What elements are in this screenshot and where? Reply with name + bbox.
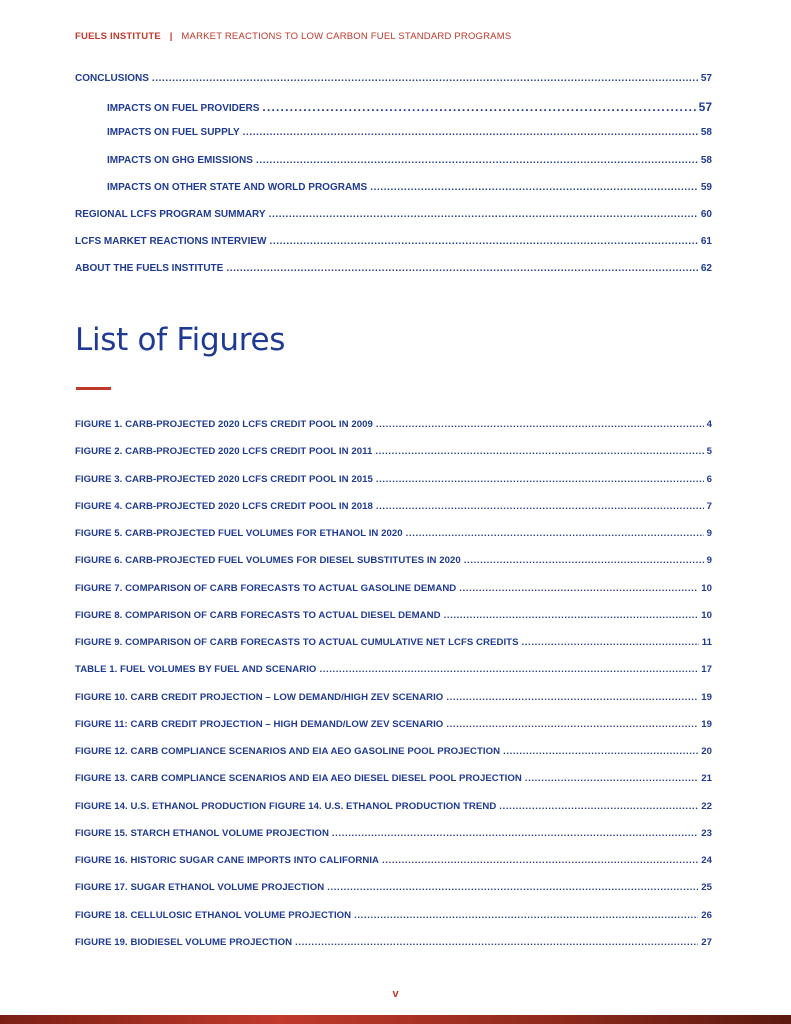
dot-leader: [459, 583, 698, 594]
dot-leader: [319, 664, 698, 675]
dot-leader: [464, 555, 704, 566]
dot-leader: [256, 155, 698, 166]
toc-entry[interactable]: [75, 209, 712, 236]
dot-leader: [446, 692, 698, 703]
entry-label: FIGURE 13. CARB COMPLIANCE SCENARIOS AND EIA AEO DIESEL DIESEL POOL PROJECTION: [75, 773, 522, 785]
entry-label: FIGURE 18. CELLULOSIC ETHANOL VOLUME PROJECTION: [75, 909, 352, 921]
entry-label: FIGURE 9. COMPARISON OF CARB FORECASTS TO ACTUAL CUMULATIVE NET LCFS CREDITS: [75, 637, 519, 648]
dot-leader: [327, 882, 698, 893]
entry-page-number: 20: [701, 746, 712, 757]
entry-page-number: 19: [701, 691, 712, 703]
header-brand: FUELS INSTITUTE: [75, 31, 161, 42]
figure-entry[interactable]: [75, 910, 712, 937]
toc-entry[interactable]: [75, 182, 712, 209]
entry-page-number: 9: [706, 555, 712, 567]
entry-label: FIGURE 8. COMPARISON OF CARB FORECASTS TO ACTUAL DIESEL DEMAND: [75, 609, 441, 621]
header-separator: |: [169, 31, 173, 42]
entry-label: FIGURE 2. CARB-PROJECTED 2020 LCFS CREDIT POOL IN 2011: [75, 446, 373, 458]
entry-page-number: 62: [700, 263, 712, 275]
header-subtitle: MARKET REACTIONS TO LOW CARBON FUEL STANDARD PROGRAMS: [181, 31, 512, 42]
entry-label: FIGURE 5. CARB-PROJECTED FUEL VOLUMES FOR ETHANOL IN 2020: [75, 528, 403, 539]
entry-page-number: 4: [706, 419, 712, 430]
entry-page-number: 5: [706, 446, 712, 458]
entry-label: FIGURE 10. CARB CREDIT PROJECTION – LOW DEMAND/HIGH ZEV SCENARIO: [75, 691, 444, 703]
dot-leader: [503, 746, 698, 757]
entry-page-number: 10: [701, 582, 712, 594]
dot-leader: [444, 610, 699, 621]
dot-leader: [332, 828, 698, 839]
list-of-figures-title: List of Figures: [75, 322, 286, 358]
entry-label: TABLE 1. FUEL VOLUMES BY FUEL AND SCENARIO: [75, 664, 317, 676]
entry-label: FIGURE 14. U.S. ETHANOL PRODUCTION FIGURE 14. U.S. ETHANOL PRODUCTION TREND: [75, 800, 497, 812]
figure-entry[interactable]: [75, 692, 712, 719]
title-underline-rule: [76, 387, 111, 390]
dot-leader: [525, 773, 698, 784]
dot-leader: [370, 182, 698, 193]
entry-label: CONCLUSIONS: [75, 73, 149, 84]
figure-entry[interactable]: [75, 610, 712, 637]
entry-label: FIGURE 1. CARB-PROJECTED 2020 LCFS CREDIT POOL IN 2009: [75, 419, 373, 430]
dot-leader: [382, 855, 698, 866]
figure-entry[interactable]: [75, 446, 712, 473]
figure-entry[interactable]: [75, 637, 712, 664]
figure-entry[interactable]: [75, 528, 712, 555]
toc-entry[interactable]: [75, 263, 712, 290]
entry-label: FIGURE 3. CARB-PROJECTED 2020 LCFS CREDIT POOL IN 2015: [75, 473, 373, 485]
dot-leader: [446, 719, 698, 730]
entry-label: FIGURE 19. BIODIESEL VOLUME PROJECTION: [75, 936, 293, 948]
dot-leader: [376, 419, 704, 430]
figure-entry[interactable]: [75, 828, 712, 855]
footer-color-bar: [0, 1015, 791, 1024]
dot-leader: [243, 127, 698, 138]
dot-leader: [295, 937, 698, 948]
toc-entry[interactable]: [75, 73, 712, 100]
entry-page-number: 11: [701, 637, 712, 648]
figure-entry[interactable]: [75, 583, 712, 610]
dot-leader: [152, 73, 698, 84]
figure-entry[interactable]: [75, 773, 712, 800]
entry-page-number: 19: [701, 718, 712, 730]
entry-page-number: 26: [701, 909, 712, 921]
entry-label: FIGURE 12. CARB COMPLIANCE SCENARIOS AND EIA AEO GASOLINE POOL PROJECTION: [75, 746, 501, 757]
dot-leader: [262, 100, 695, 114]
dot-leader: [522, 637, 699, 648]
figure-entry[interactable]: [75, 664, 712, 691]
entry-page-number: 57: [700, 73, 712, 84]
entry-page-number: 58: [700, 127, 712, 139]
entry-page-number: 25: [701, 882, 712, 894]
dot-leader: [354, 910, 698, 921]
figure-entry[interactable]: [75, 555, 712, 582]
entry-page-number: 57: [698, 100, 712, 115]
entry-page-number: 22: [701, 800, 712, 812]
entry-label: REGIONAL LCFS PROGRAM SUMMARY: [75, 208, 266, 220]
dot-leader: [406, 528, 704, 539]
entry-label: FIGURE 7. COMPARISON OF CARB FORECASTS TO ACTUAL GASOLINE DEMAND: [75, 582, 457, 594]
entry-page-number: 10: [701, 609, 712, 621]
figure-entry[interactable]: [75, 419, 712, 446]
entry-label: FIGURE 11: CARB CREDIT PROJECTION – HIGH DEMAND/LOW ZEV SCENARIO: [75, 718, 444, 730]
figure-entry[interactable]: [75, 746, 712, 773]
dot-leader: [269, 209, 698, 220]
entry-page-number: 23: [701, 827, 712, 839]
entry-page-number: 59: [700, 181, 712, 193]
entry-label: FIGURE 15. STARCH ETHANOL VOLUME PROJECTION: [75, 827, 329, 839]
entry-page-number: 24: [701, 855, 712, 866]
entry-label: IMPACTS ON OTHER STATE AND WORLD PROGRAMS: [107, 181, 368, 193]
entry-page-number: 7: [706, 500, 712, 512]
entry-label: IMPACTS ON FUEL PROVIDERS: [107, 103, 260, 115]
figure-entry[interactable]: [75, 882, 712, 909]
entry-label: ABOUT THE FUELS INSTITUTE: [75, 263, 224, 275]
list-of-figures: [75, 419, 712, 964]
toc-entry[interactable]: [75, 155, 712, 182]
entry-page-number: 58: [700, 154, 712, 166]
figure-entry[interactable]: [75, 937, 712, 964]
running-header: [75, 31, 511, 42]
entry-page-number: 61: [700, 236, 712, 248]
entry-page-number: 27: [701, 936, 712, 948]
dot-leader: [269, 236, 697, 247]
figure-entry[interactable]: [75, 801, 712, 828]
figure-entry[interactable]: [75, 855, 712, 882]
entry-page-number: 17: [701, 664, 712, 676]
entry-label: FIGURE 16. HISTORIC SUGAR CANE IMPORTS INTO CALIFORNIA: [75, 855, 380, 866]
entry-label: FIGURE 17. SUGAR ETHANOL VOLUME PROJECTION: [75, 882, 325, 894]
toc-entry[interactable]: [75, 236, 712, 263]
toc-entry[interactable]: [75, 127, 712, 154]
entry-label: FIGURE 4. CARB-PROJECTED 2020 LCFS CREDIT POOL IN 2018: [75, 500, 373, 512]
toc-entry[interactable]: [75, 100, 712, 127]
entry-label: IMPACTS ON FUEL SUPPLY: [107, 127, 240, 139]
entry-label: IMPACTS ON GHG EMISSIONS: [107, 154, 253, 166]
dot-leader: [376, 501, 704, 512]
entry-label: LCFS MARKET REACTIONS INTERVIEW: [75, 236, 267, 248]
dot-leader: [499, 801, 698, 812]
entry-label: FIGURE 6. CARB-PROJECTED FUEL VOLUMES FOR DIESEL SUBSTITUTES IN 2020: [75, 555, 461, 567]
entry-page-number: 6: [706, 473, 712, 485]
entry-page-number: 21: [701, 773, 712, 785]
figure-entry[interactable]: [75, 474, 712, 501]
figure-entry[interactable]: [75, 719, 712, 746]
entry-page-number: 9: [706, 528, 712, 539]
figure-entry[interactable]: [75, 501, 712, 528]
page-number: v: [392, 988, 399, 1000]
dot-leader: [226, 263, 698, 274]
entry-page-number: 60: [700, 208, 712, 220]
table-of-contents: [75, 73, 712, 291]
dot-leader: [376, 474, 704, 485]
dot-leader: [375, 446, 703, 457]
